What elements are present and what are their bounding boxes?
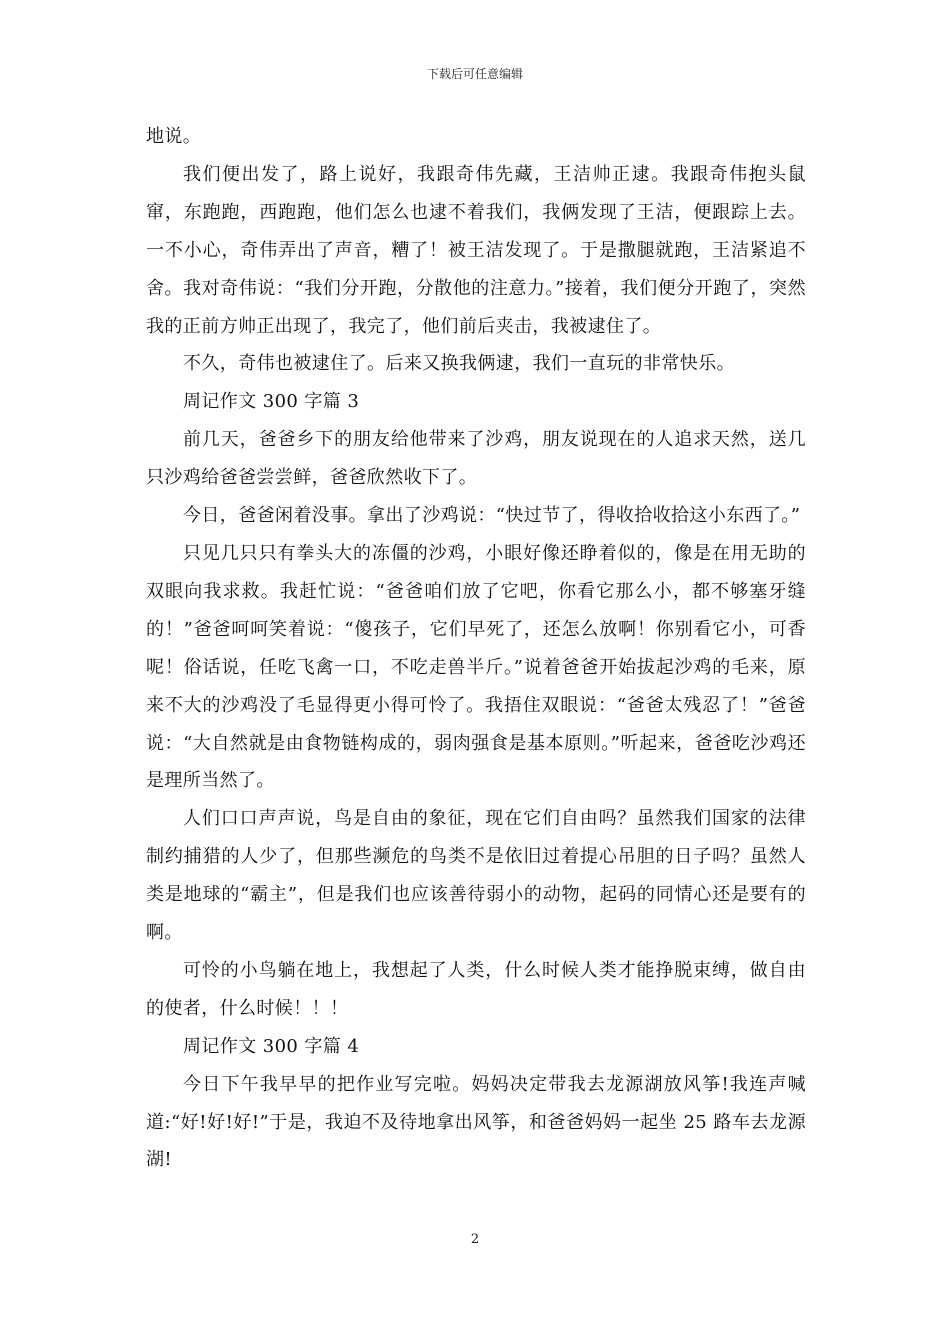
paragraph: 可怜的小鸟躺在地上，我想起了人类，什么时候人类才能挣脱束缚，做自由的使者，什么时候！！！ (146, 959, 806, 1019)
paragraph: 不久，奇伟也被逮住了。后来又换我俩逮，我们一直玩的非常快乐。 (183, 353, 735, 375)
section-heading: 周记作文 300 字篇 3 (183, 391, 360, 413)
paragraph: 今日，爸爸闲着没事。拿出了沙鸡说：“快过节了，得收拾收拾这小东西了。” (183, 505, 801, 527)
section-heading: 周记作文 300 字篇 4 (183, 1035, 360, 1057)
paragraph: 只见几只只有拳头大的冻僵的沙鸡，小眼好像还睁着似的，像是在用无助的双眼向我求救。我赶忙说：“爸爸咱们放了它吧，你看它那么小，都不够塞牙缝的！”爸爸呵呵笑着说：“傻孩子，它们早死了，还怎么放啊！你别看它小，可香呢！俗话说，任吃飞禽一口，不吃走兽半斤。”说着爸爸开始拔起沙鸡的毛来，原来不大的沙鸡没了毛显得更小得可怜了。我捂住双眼说：“爸爸太残忍了！”爸爸说：“大自然就是由食物链构成的，弱肉强食是基本原则。”听起来，爸爸吃沙鸡还是理所当然了。 (146, 542, 806, 792)
page-number: 2 (470, 1232, 480, 1247)
paragraph: 人们口口声声说，鸟是自由的象征，现在它们自由吗？虽然我们国家的法律制约捕猎的人少了，但那些濒危的鸟类不是依旧过着提心吊胆的日子吗？虽然人类是地球的“霸主”，但是我们也应该善待弱小的动物，起码的同情心还是要有的啊。 (146, 808, 806, 944)
page-header: 下载后可任意编辑 (426, 67, 523, 81)
document-body (146, 118, 806, 1179)
paragraph: 地说。 (146, 126, 202, 147)
paragraph: 前几天，爸爸乡下的朋友给他带来了沙鸡，朋友说现在的人追求天然，送几只沙鸡给爸爸尝尝鲜，爸爸欣然收下了。 (146, 429, 806, 489)
paragraph: 我们便出发了，路上说好，我跟奇伟先藏，王洁帅正逮。我跟奇伟抱头鼠窜，东跑跑，西跑跑，他们怎么也逮不着我们，我俩发现了王洁，便跟踪上去。一不小心，奇伟弄出了声音，糟了！被王洁发现了。于是撒腿就跑，王洁紧追不舍。我对奇伟说：“我们分开跑，分散他的注意力。”接着，我们便分开跑了，突然我的正前方帅正出现了，我完了，他们前后夹击，我被逮住了。 (146, 163, 806, 337)
paragraph: 今日下午我早早的把作业写完啦。妈妈决定带我去龙源湖放风筝!我连声喊道:“好!好!好!”于是，我迫不及待地拿出风筝，和爸爸妈妈一起坐 25 路车去龙源湖! (146, 1073, 806, 1171)
